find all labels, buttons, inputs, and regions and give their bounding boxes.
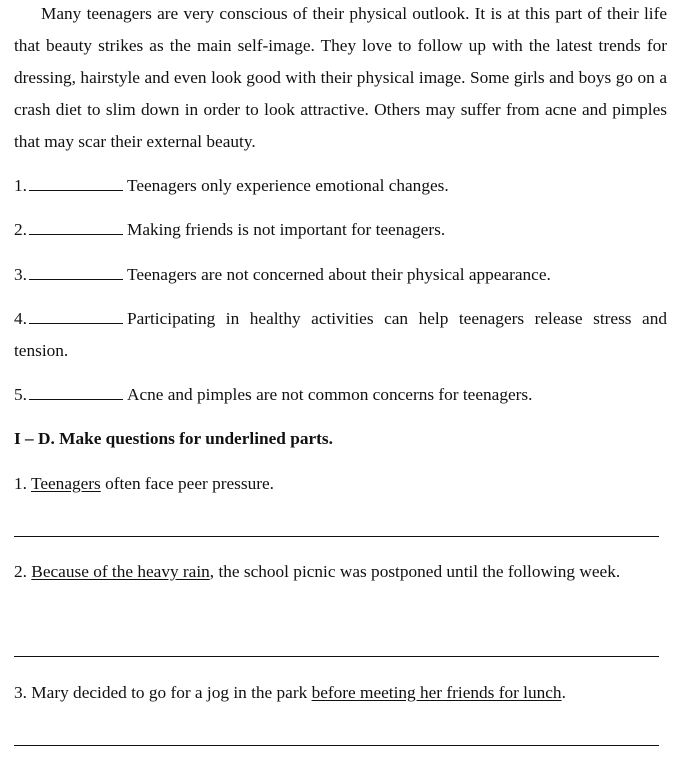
passage-text: Many teenagers are very conscious of their physical outlook. It is at this part of their life that beauty strikes as the main self-image. They love to follow up with the latest trends for dressing, hairstyle and even look good with their physical image. Some girls and boys go on a crash diet to slim down in order to look attractive. Others may suffer from acne and pimples that may scar their external beauty. [14, 4, 667, 151]
question-number: 3. [14, 683, 27, 702]
tf-statement: Participating in healthy activities can help teenagers release stress and tension. [14, 309, 667, 360]
question-text: often face peer pressure. [100, 474, 274, 493]
answer-blank[interactable] [29, 220, 123, 235]
tf-statement: Teenagers are not concerned about their physical appearance. [126, 265, 551, 284]
question-number: 1. [14, 474, 27, 493]
tf-item-2 [14, 219, 667, 241]
tf-statement: Teenagers only experience emotional changes. [126, 176, 449, 195]
tf-number: 3. [14, 265, 27, 284]
tf-item-1 [14, 175, 667, 197]
underlined-part: Because of the heavy rain [31, 562, 210, 581]
tf-item-5 [14, 384, 667, 406]
reading-passage [14, 0, 667, 158]
tf-statement: Acne and pimples are not common concerns for teenagers. [126, 385, 533, 404]
question-number: 2. [14, 562, 27, 581]
answer-line-1[interactable] [14, 536, 659, 537]
question-text: , the school picnic was postponed until the following week. [209, 562, 621, 581]
tf-item-3 [14, 264, 667, 286]
tf-number: 1. [14, 176, 27, 195]
underlined-part: before meeting her friends for lunch [311, 683, 562, 702]
answer-line-3[interactable] [14, 745, 659, 746]
answer-line-2[interactable] [14, 656, 659, 657]
question-3 [14, 682, 667, 704]
tf-item-4 [14, 303, 667, 367]
tf-number: 4. [14, 309, 27, 328]
answer-blank[interactable] [29, 309, 123, 324]
tf-number: 5. [14, 385, 27, 404]
answer-blank[interactable] [29, 385, 123, 400]
question-1 [14, 473, 667, 495]
question-text: Mary decided to go for a jog in the park [31, 683, 312, 702]
question-text: . [561, 683, 566, 702]
underlined-part: Teenagers [30, 474, 101, 493]
section-heading: I – D. Make questions for underlined parts. [14, 429, 333, 448]
tf-number: 2. [14, 220, 27, 239]
question-2 [14, 556, 667, 588]
answer-blank[interactable] [29, 265, 123, 280]
answer-blank[interactable] [29, 176, 123, 191]
tf-statement: Making friends is not important for teenagers. [126, 220, 446, 239]
